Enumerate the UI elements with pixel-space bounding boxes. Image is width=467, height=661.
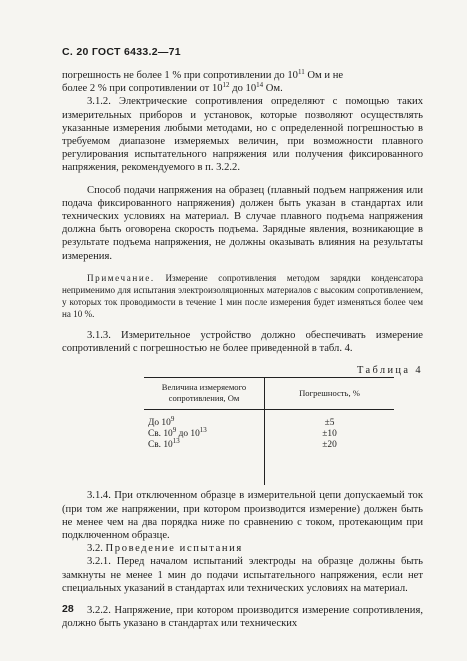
paragraph-3-2-1: 3.2.1. Перед началом испытаний электроды на образце должны быть замкнуты не менее 1 мин до подачи испытательного напряжения, если нет специальных указаний в стандартах или технических условиях на материал. (62, 556, 423, 594)
paragraph-3-1-2: 3.1.2. Электрические сопротивления определяют с помощью таких измерительных приборов и установок, которые позволяют осуществлять указанные измерения любыми методами, но с определенной погрешностью в требуемом диапазоне измеряемых величин, при возможности плавного регулирования испытательного напряжения или получения фиксированного напряжения, рекомендуемого в п. 3.2.2. (62, 96, 423, 174)
error-cell (265, 410, 395, 452)
column-header-resistance: Величина измеряемого сопротивления, Ом (144, 378, 265, 410)
page-number: 28 (62, 603, 74, 615)
cell-text: Св. 10 (148, 429, 173, 440)
section-number: 3.2. (87, 543, 106, 555)
table-header-row (144, 378, 394, 410)
cell-text: до 10 (176, 429, 200, 440)
exponent: 11 (297, 68, 305, 76)
cell-text: ±5 (324, 418, 335, 429)
exponent: 13 (199, 426, 207, 435)
exponent: 14 (256, 81, 264, 90)
note-text: Измерение сопротивления методом зарядки конденсатора неприменимо для испытания электроизоляционных материалов с высоким сопротивлением, у которых ток проводимости в течение 1 мин после измерения будет изменяться более чем на 10 %. (62, 272, 423, 319)
intro-text: Ом. (263, 83, 283, 95)
column-header-error: Погрешность, % (265, 378, 395, 410)
note-label: Примечание. (87, 272, 155, 283)
exponent: 13 (172, 437, 180, 446)
table-title: Таблица 4 (356, 365, 423, 377)
section-title: Проведение испытания (105, 543, 243, 555)
document-body (62, 69, 423, 630)
note-paragraph (62, 272, 423, 320)
intro-paragraph (62, 69, 423, 95)
section-heading-3-2 (62, 542, 423, 555)
paragraph-3-1-3: 3.1.3. Измерительное устройство должно обеспечивать измерение сопротивлений с погрешностью не более приведенной в табл. 4. (62, 329, 423, 355)
intro-text: до 10 (229, 83, 257, 95)
paragraph-3-1-4: 3.1.4. При отключенном образце в измерительной цепи допускаемый ток (при том же напряжении, при котором производится измерение) должен быть не менее чем на два порядка ниже по сравнению с током, протекающим при подключенном образце. (62, 490, 423, 542)
paragraph-3-2-2: 3.2.2. Напряжение, при котором производится измерение сопротивления, должно быть указано в стандартах или технических (62, 605, 423, 630)
resistance-cell (144, 410, 265, 452)
exponent: 12 (222, 81, 230, 90)
cell-text: ±20 (322, 440, 337, 451)
cell-text: Св. 10 (148, 440, 173, 451)
intro-text: Ом и не (304, 70, 344, 81)
exponent: 9 (172, 426, 177, 435)
page-header: С. 20 ГОСТ 6433.2—71 (62, 46, 181, 58)
table-spacer-row (144, 451, 394, 485)
cell-text: ±10 (322, 429, 337, 440)
intro-text: погрешность не более 1 % при сопротивлении до 10 (62, 70, 298, 81)
cell-text: До 10 (148, 418, 171, 429)
accuracy-table (144, 377, 394, 485)
intro-text: более 2 % при сопротивлении от 10 (62, 83, 223, 95)
exponent: 9 (170, 415, 175, 424)
paragraph-voltage-method: Способ подачи напряжения на образец (плавный подъем напряжения или подача фиксированного напряжения) должен быть указан в стандартах или технических условиях на материал. В случае плавного подъема напряжения должна быть оговорена скорость подъема. Зарядные явления, возникающие в результате подъема напряжения, не должны оказывать влияния на результаты измерения. (62, 184, 423, 262)
table-row (144, 410, 394, 452)
